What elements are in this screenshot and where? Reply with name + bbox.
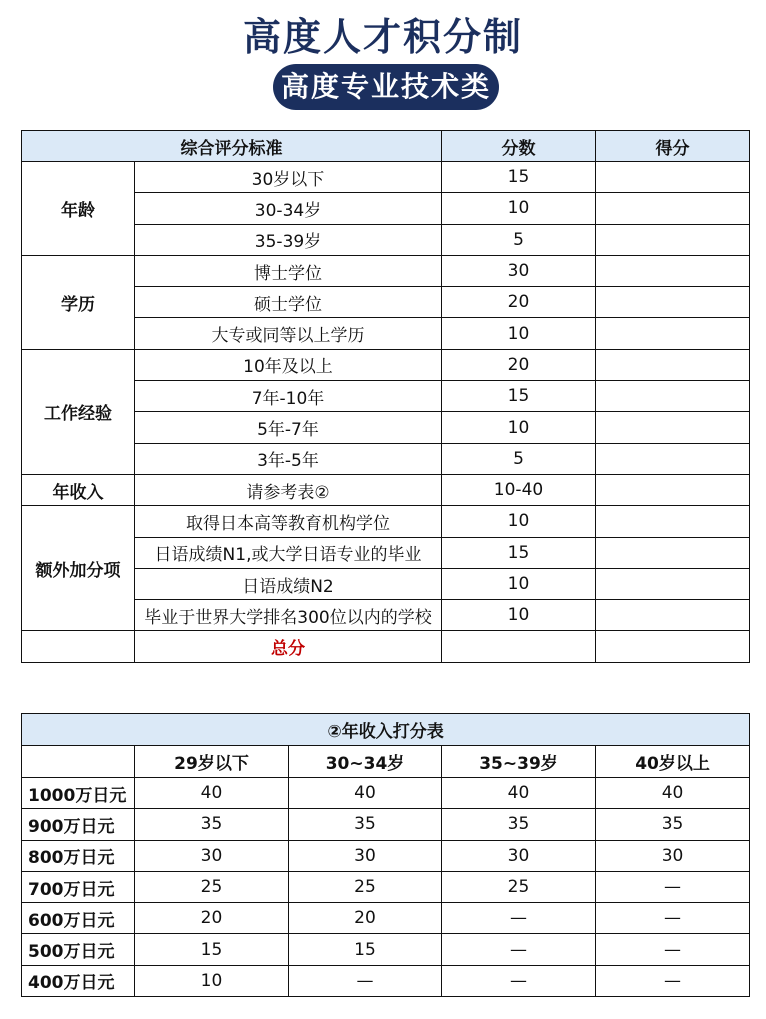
score-cell: [596, 255, 750, 286]
income-score-cell: —: [442, 903, 596, 934]
age-column-header: 40岁以上: [596, 746, 750, 778]
points-cell: 10: [442, 568, 596, 599]
score-table: [21, 130, 750, 663]
income-score-cell: —: [442, 934, 596, 965]
income-row: [22, 965, 750, 996]
income-score-cell: 35: [596, 809, 750, 840]
income-row: [22, 934, 750, 965]
score-cell: [596, 568, 750, 599]
score-cell: [596, 474, 750, 505]
income-row: [22, 871, 750, 902]
criterion-cell: 3年-5年: [135, 443, 442, 474]
income-score-cell: —: [596, 965, 750, 996]
score-row: [22, 349, 750, 380]
criterion-cell: 毕业于世界大学排名300位以内的学校: [135, 600, 442, 631]
category-badge: 高度专业技术类: [273, 64, 499, 110]
score-cell: [596, 318, 750, 349]
score-cell: [596, 600, 750, 631]
criterion-cell: 取得日本高等教育机构学位: [135, 506, 442, 537]
score-cell: [596, 381, 750, 412]
criterion-cell: 请参考表②: [135, 474, 442, 505]
points-cell: 15: [442, 537, 596, 568]
income-row: [22, 809, 750, 840]
income-label: 600万日元: [22, 903, 135, 934]
criterion-cell: 大专或同等以上学历: [135, 318, 442, 349]
page-title: 高度人才积分制: [242, 15, 523, 59]
score-cell: [596, 506, 750, 537]
total-label: 总分: [135, 631, 442, 662]
category-cell: 额外加分项: [22, 506, 135, 631]
score-cell: [596, 224, 750, 255]
income-score-cell: 35: [135, 809, 289, 840]
total-blank-cell: [22, 631, 135, 662]
income-table-caption: ②年收入打分表: [22, 714, 750, 746]
criterion-cell: 博士学位: [135, 255, 442, 286]
points-cell: 10: [442, 506, 596, 537]
points-cell: 5: [442, 443, 596, 474]
income-row: [22, 778, 750, 809]
income-score-cell: 30: [289, 840, 442, 871]
income-score-cell: 35: [442, 809, 596, 840]
age-column-header: 30~34岁: [289, 746, 442, 778]
category-cell: 学历: [22, 255, 135, 349]
total-score-cell: [596, 631, 750, 662]
income-label: 900万日元: [22, 809, 135, 840]
income-label: 800万日元: [22, 840, 135, 871]
income-label: 400万日元: [22, 965, 135, 996]
criterion-cell: 35-39岁: [135, 224, 442, 255]
income-score-cell: 30: [596, 840, 750, 871]
points-cell: 20: [442, 287, 596, 318]
income-score-cell: —: [596, 934, 750, 965]
criterion-cell: 5年-7年: [135, 412, 442, 443]
income-score-cell: 25: [442, 871, 596, 902]
criterion-cell: 日语成绩N2: [135, 568, 442, 599]
criterion-cell: 硕士学位: [135, 287, 442, 318]
age-column-header: 35~39岁: [442, 746, 596, 778]
income-score-cell: 35: [289, 809, 442, 840]
income-score-table: [21, 713, 750, 997]
score-cell: [596, 537, 750, 568]
income-score-cell: 25: [135, 871, 289, 902]
income-score-cell: —: [596, 871, 750, 902]
points-cell: 15: [442, 162, 596, 193]
criterion-cell: 30岁以下: [135, 162, 442, 193]
income-score-cell: 30: [135, 840, 289, 871]
income-score-cell: —: [596, 903, 750, 934]
points-cell: 10: [442, 600, 596, 631]
income-score-cell: 25: [289, 871, 442, 902]
score-cell: [596, 412, 750, 443]
corner-cell: [22, 746, 135, 778]
header-criteria: 综合评分标准: [22, 131, 442, 162]
income-score-cell: 40: [135, 778, 289, 809]
points-cell: 20: [442, 349, 596, 380]
criterion-cell: 30-34岁: [135, 193, 442, 224]
age-column-header: 29岁以下: [135, 746, 289, 778]
score-cell: [596, 349, 750, 380]
score-cell: [596, 162, 750, 193]
income-score-cell: —: [442, 965, 596, 996]
score-row: [22, 255, 750, 286]
criterion-cell: 日语成绩N1,或大学日语专业的毕业: [135, 537, 442, 568]
total-points-cell: [442, 631, 596, 662]
income-score-cell: 40: [442, 778, 596, 809]
category-cell: 年收入: [22, 474, 135, 505]
score-row: [22, 474, 750, 505]
total-row: [22, 631, 750, 662]
income-score-cell: 40: [596, 778, 750, 809]
points-cell: 10: [442, 318, 596, 349]
points-cell: 10: [442, 193, 596, 224]
income-row: [22, 903, 750, 934]
points-cell: 15: [442, 381, 596, 412]
income-label: 500万日元: [22, 934, 135, 965]
income-score-cell: 15: [289, 934, 442, 965]
income-score-cell: 20: [289, 903, 442, 934]
income-score-cell: 15: [135, 934, 289, 965]
income-score-cell: —: [289, 965, 442, 996]
header-points: 分数: [442, 131, 596, 162]
score-row: [22, 162, 750, 193]
income-score-cell: 30: [442, 840, 596, 871]
score-cell: [596, 193, 750, 224]
income-label: 1000万日元: [22, 778, 135, 809]
income-label: 700万日元: [22, 871, 135, 902]
income-row: [22, 840, 750, 871]
score-cell: [596, 443, 750, 474]
points-cell: 10-40: [442, 474, 596, 505]
income-score-cell: 40: [289, 778, 442, 809]
score-row: [22, 506, 750, 537]
header-score: 得分: [596, 131, 750, 162]
points-cell: 30: [442, 255, 596, 286]
income-score-cell: 10: [135, 965, 289, 996]
category-cell: 年龄: [22, 162, 135, 256]
score-cell: [596, 287, 750, 318]
criterion-cell: 10年及以上: [135, 349, 442, 380]
points-cell: 5: [442, 224, 596, 255]
points-cell: 10: [442, 412, 596, 443]
category-cell: 工作经验: [22, 349, 135, 474]
criterion-cell: 7年-10年: [135, 381, 442, 412]
income-score-cell: 20: [135, 903, 289, 934]
